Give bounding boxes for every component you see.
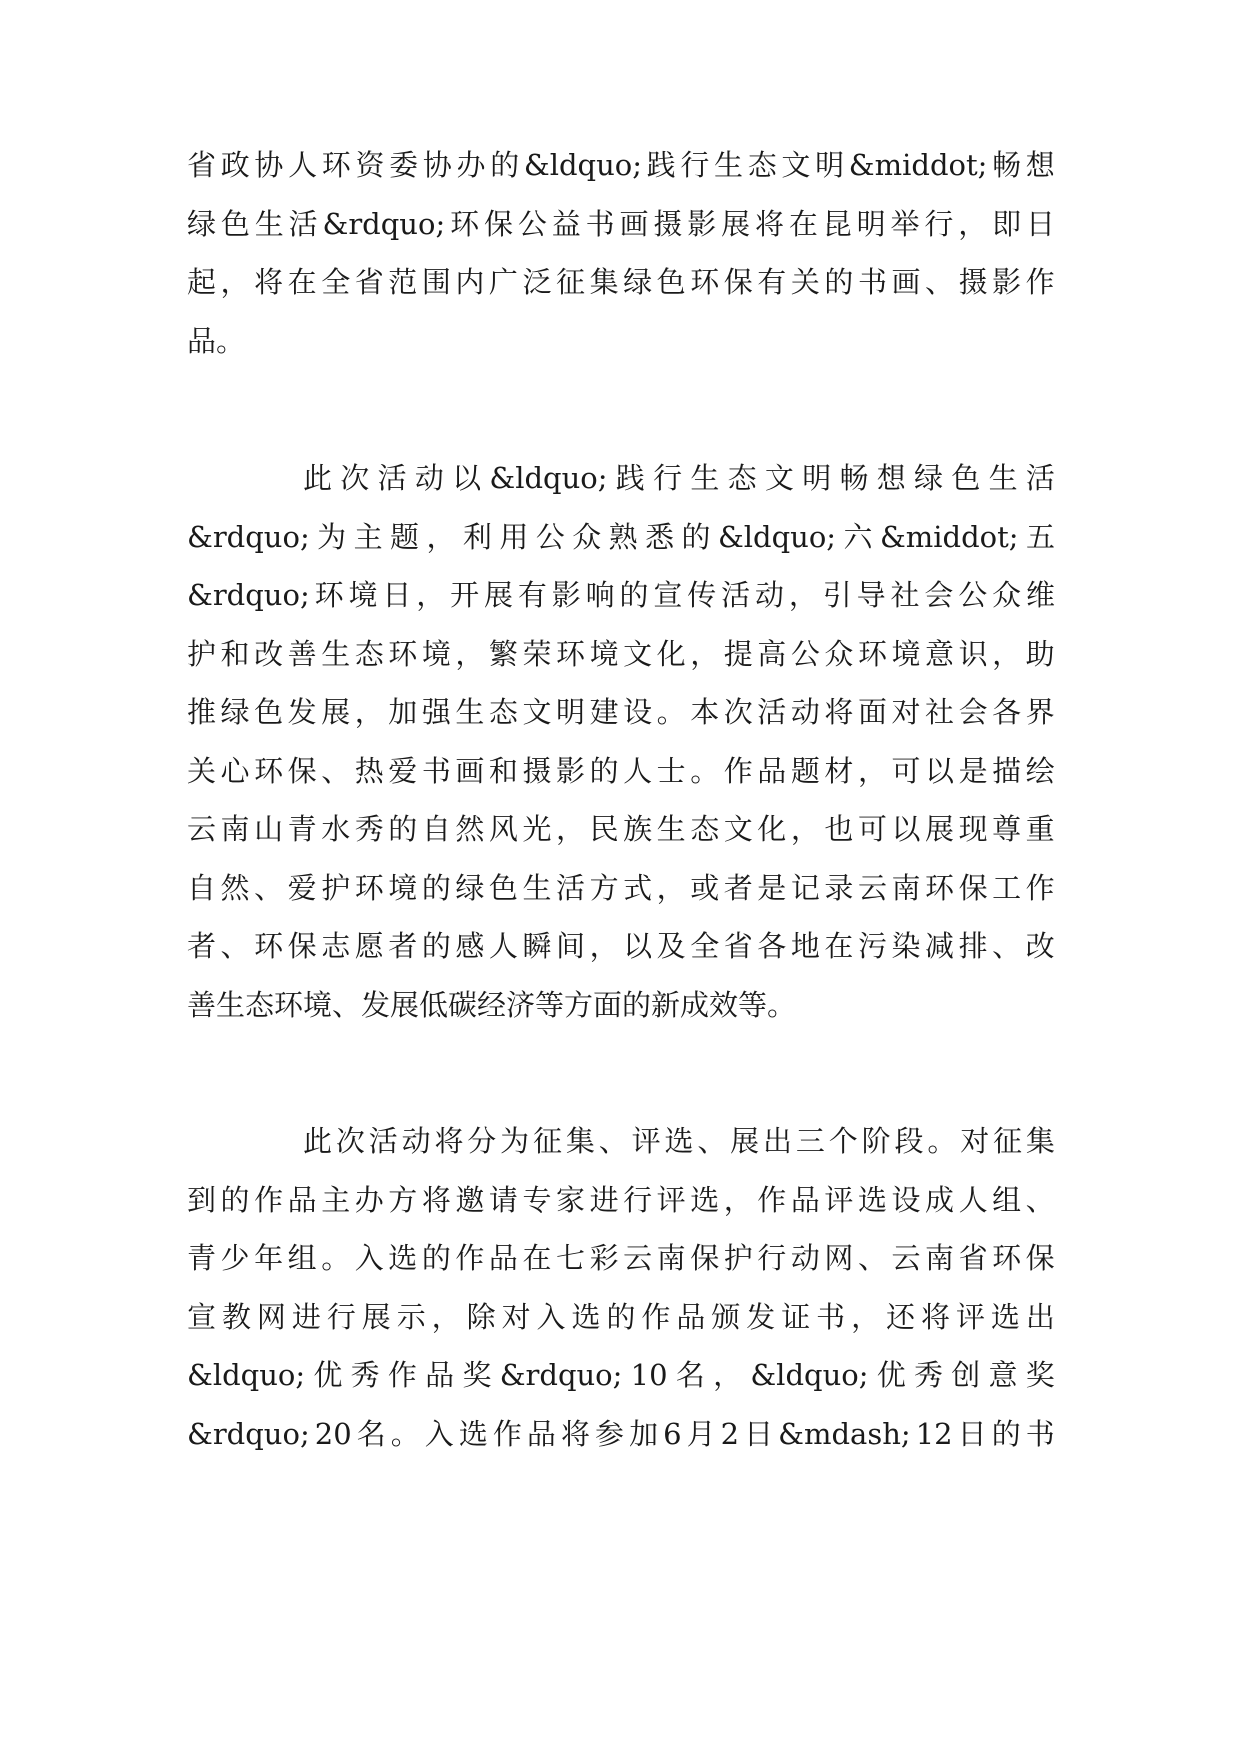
text-line: &rdquo; 20 名 。 入 选 作 品 将 参 加 6 月 2 日 &mdash; 12 日 的 书 bbox=[187, 1416, 1055, 1451]
text-line: 宣 教 网 进 行 展 示 ， 除 对 入 选 的 作 品 颁 发 证 书 ， 还 将 评 选 出 bbox=[187, 1299, 1055, 1334]
text-line: 省 政 协 人 环 资 委 协 办 的 &ldquo; 践 行 生 态 文 明 &middot; 畅 想 bbox=[187, 148, 1055, 182]
text-line: 绿 色 生 活 &rdquo; 环 保 公 益 书 画 摄 影 展 将 在 昆 明 举 行 ， 即 日 bbox=[187, 206, 1055, 241]
text-line: &ldquo; 优 秀 作 品 奖 &rdquo; 10 名 ， &ldquo; 优 秀 创 意 奖 bbox=[187, 1358, 1055, 1392]
text-line: 品。 bbox=[187, 323, 246, 358]
text-line: 推 绿 色 发 展 ， 加 强 生 态 文 明 建 设 。 本 次 活 动 将 面 对 社 会 各 界 bbox=[187, 695, 1055, 729]
text-line: 云 南 山 青 水 秀 的 自 然 风 光 ， 民 族 生 态 文 化 ， 也 可 以 展 现 尊 重 bbox=[187, 812, 1055, 846]
text-line: 护 和 改 善 生 态 环 境 ， 繁 荣 环 境 文 化 ， 提 高 公 众 环 境 意 识 ， 助 bbox=[187, 636, 1055, 671]
text-line: 善生态环境、发展低碳经济等方面的新成效等。 bbox=[187, 987, 797, 1022]
text-line: &rdquo; 为 主 题 ， 利 用 公 众 熟 悉 的 &ldquo; 六 &middot; 五 bbox=[187, 519, 1055, 554]
text-line: 起 ， 将 在 全 省 范 围 内 广 泛 征 集 绿 色 环 保 有 关 的 书 画 、 摄 影 作 bbox=[187, 265, 1055, 299]
paragraph-2 bbox=[187, 449, 1055, 1034]
text-line: 青 少 年 组 。 入 选 的 作 品 在 七 彩 云 南 保 护 行 动 网 、 云 南 省 环 保 bbox=[187, 1241, 1055, 1275]
text-line: 此 次 活 动 将 分 为 征 集 、 评 选 、 展 出 三 个 阶 段 。 对 征 集 bbox=[303, 1124, 1055, 1158]
text-line: 自 然 、 爱 护 环 境 的 绿 色 生 活 方 式 ， 或 者 是 记 录 云 南 环 保 工 作 bbox=[187, 870, 1055, 905]
text-line: 关 心 环 保 、 热 爱 书 画 和 摄 影 的 人 士 。 作 品 题 材 ， 可 以 是 描 绘 bbox=[187, 753, 1055, 788]
text-line: 者 、 环 保 志 愿 者 的 感 人 瞬 间 ， 以 及 全 省 各 地 在 污 染 减 排 、 改 bbox=[187, 929, 1055, 963]
paragraph-1 bbox=[187, 136, 1055, 370]
text-line: 此 次 活 动 以 &ldquo; 践 行 生 态 文 明 畅 想 绿 色 生 活 bbox=[303, 461, 1055, 495]
text-line: &rdquo; 环 境 日 ， 开 展 有 影 响 的 宣 传 活 动 ， 引 导 社 会 公 众 维 bbox=[187, 578, 1055, 612]
text-line: 到 的 作 品 主 办 方 将 邀 请 专 家 进 行 评 选 ， 作 品 评 选 设 成 人 组 、 bbox=[187, 1182, 1055, 1217]
paragraph-3 bbox=[187, 1112, 1055, 1463]
